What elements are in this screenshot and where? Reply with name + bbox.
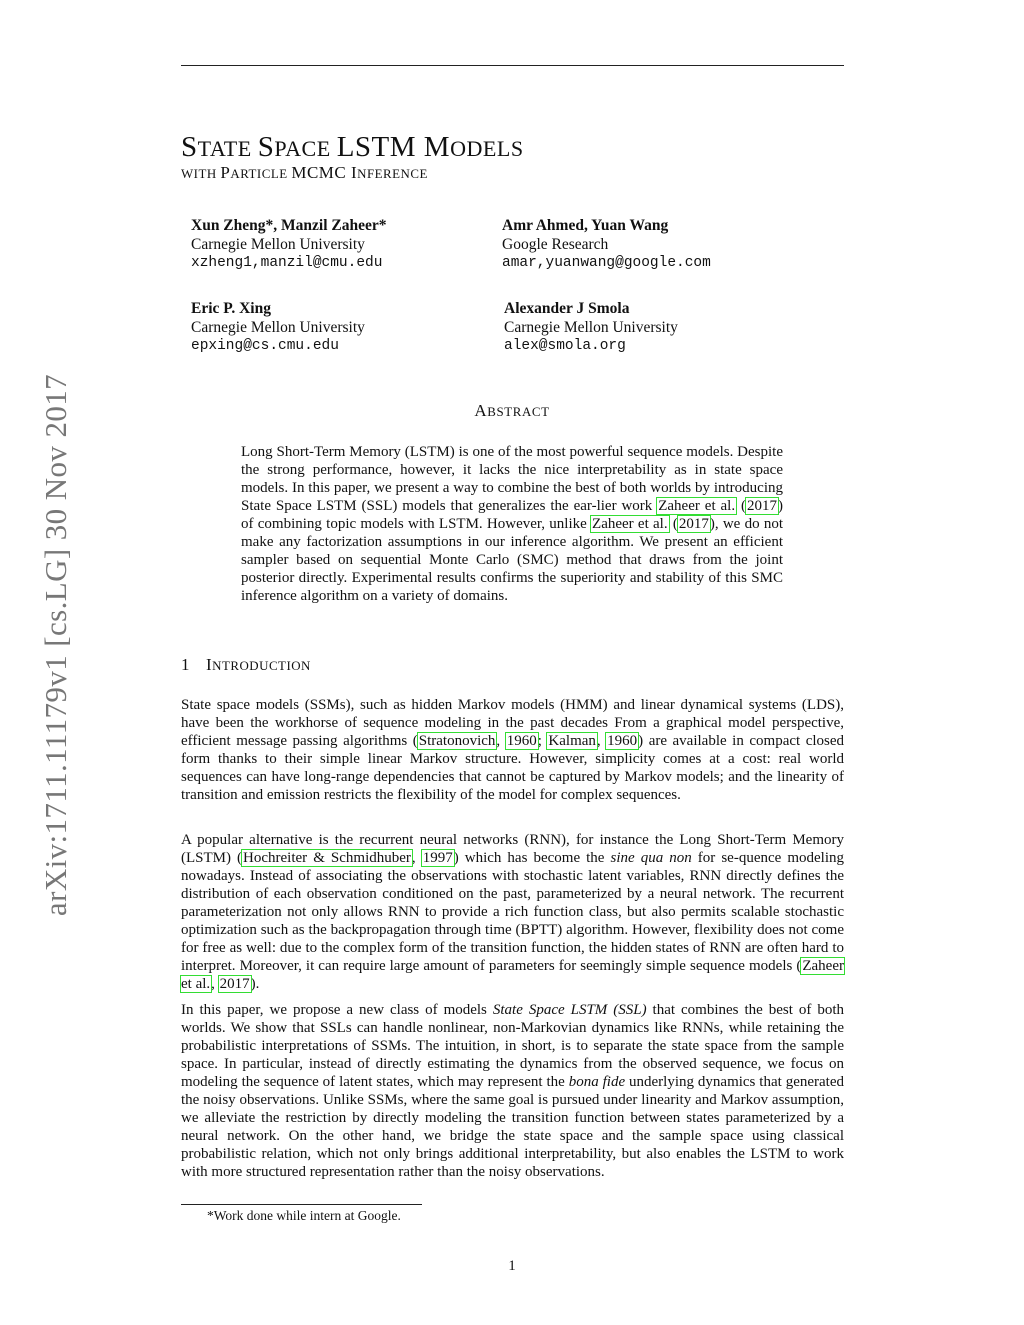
author-affiliation: Carnegie Mellon University (191, 236, 365, 253)
author-name: Eric P. Xing (191, 300, 271, 317)
author-name: Amr Ahmed, Yuan Wang (502, 217, 669, 234)
author-block (502, 216, 711, 273)
author-block (191, 216, 386, 273)
author-block (191, 299, 365, 356)
intro-paragraph-2: A popular alternative is the recurrent neural networks (RNN), for instance the Long Short-Term Memory (LSTM) (Hochreiter & Schmidhuber, 1997) which has become the sine qua non for se-quence modeling nowadays. Instead of associating the observations with stochastic latent variables, RNN directly defines the distribution of each observation conditioned on the past, parameterized by a neural network. The recurrent parameterization not only allows RNN to provide a rich function class, but also permits scalable stochastic optimization such as the backpropagation through time (BPTT) algorithm. However, flexibility does not come for free as well: due to the complex form of the transition function, the hidden states of RNN are often hard to interpret. Moreover, it can require large amount of parameters for seemingly simple sequence models (Zaheer et al., 2017). (181, 832, 844, 992)
footnote-rule (181, 1204, 422, 1205)
section-heading: 1 INTRODUCTION (181, 655, 311, 674)
citation-link[interactable]: 1997 (422, 850, 453, 866)
abstract-heading: ABSTRACT (474, 401, 550, 420)
citation-link[interactable]: 2017 (747, 498, 778, 514)
paper-title: STATE SPACE LSTM MODELS (181, 131, 524, 163)
citation-link[interactable]: 2017 (678, 516, 709, 532)
citation-link[interactable]: Hochreiter & Schmidhuber (243, 850, 411, 866)
author-email: xzheng1,manzil@cmu.edu (191, 255, 383, 271)
header-rule (181, 65, 844, 66)
author-affiliation: Carnegie Mellon University (191, 319, 365, 336)
author-block (504, 299, 678, 356)
author-name: Xun Zheng*, Manzil Zaheer* (191, 217, 387, 234)
page-number: 1 (508, 1258, 516, 1274)
author-email: epxing@cs.cmu.edu (191, 338, 339, 354)
citation-link[interactable]: Zaheer et al. (658, 498, 736, 514)
intro-paragraph-3: In this paper, we propose a new class of models State Space LSTM (SSL) that combines the best of both worlds. We show that SSLs can handle nonlinear, non-Markovian dynamics like RNNs, while retaining the probabilistic interpretations of SSMs. The intuition, in short, is to separate the state space from the sample space. In particular, instead of directly estimating the dynamics from the observed sequence, we focus on modeling the sequence of latent states, which may represent the bona fide underlying dynamics that generated the noisy observations. Unlike SSMs, where the same goal is pursued under linearity and Markov assumption, we alleviate the restriction by directly modeling the transition function between states parameterized by a neural network. On the other hand, we bridge the state space and the sample space using classical probabilistic relation, which not only brings additional interpretability, but also enables the LSTM to work with more structured representation rather than the noisy observations. (181, 1002, 845, 1180)
citation-link[interactable]: 2017 (219, 976, 250, 992)
citation-link[interactable]: 1960 (506, 733, 537, 749)
author-affiliation: Google Research (502, 236, 609, 253)
citation-link[interactable]: Stratonovich (418, 733, 496, 749)
author-email: alex@smola.org (504, 338, 626, 354)
author-affiliation: Carnegie Mellon University (504, 319, 678, 336)
paper-subtitle: WITH PARTICLE MCMC INFERENCE (181, 163, 428, 182)
author-name: Alexander J Smola (504, 300, 630, 317)
citation-link[interactable]: Zaheer et al. (181, 958, 844, 992)
footnote: *Work done while intern at Google. (207, 1208, 401, 1223)
intro-paragraph-1: State space models (SSMs), such as hidden Markov models (HMM) and linear dynamical systems (LDS), have been the workhorse of sequence modeling in the past decades From a graphical model perspective, efficient message passing algorithms (Stratonovich, 1960; Kalman, 1960) are available in compact closed form thanks to their simple linear Markov structure. However, simplicity comes at a cost: real world sequences can have long-range dependencies that cannot be captured by Markov models; and the linearity of transition and emission restricts the flexibility of the model for complex sequences. (181, 697, 845, 803)
abstract-text: Long Short-Term Memory (LSTM) is one of the most powerful sequence models. Despite the strong performance, however, it lacks the nice interpretability as in state space models. In this paper, we present a way to combine the best of both worlds by introducing State Space LSTM (SSL) models that generalizes the ear-lier work Zaheer et al. (2017) of combining topic models with LSTM. However, unlike Zaheer et al. (2017), we do not make any factorization assumptions in our inference algorithm. We present an efficient sampler based on sequential Monte Carlo (SMC) method that draws from the joint posterior directly. Experimental results confirms the superiority and stability of this SMC inference algorithm on a variety of domains. (241, 444, 784, 604)
citation-link[interactable]: Kalman (548, 733, 596, 749)
arxiv-stamp: arXiv:1711.11179v1 [cs.LG] 30 Nov 2017 (38, 373, 73, 917)
citation-link[interactable]: Zaheer et al. (592, 516, 668, 532)
citation-link[interactable]: 1960 (607, 733, 638, 749)
author-email: amar,yuanwang@google.com (502, 255, 711, 271)
